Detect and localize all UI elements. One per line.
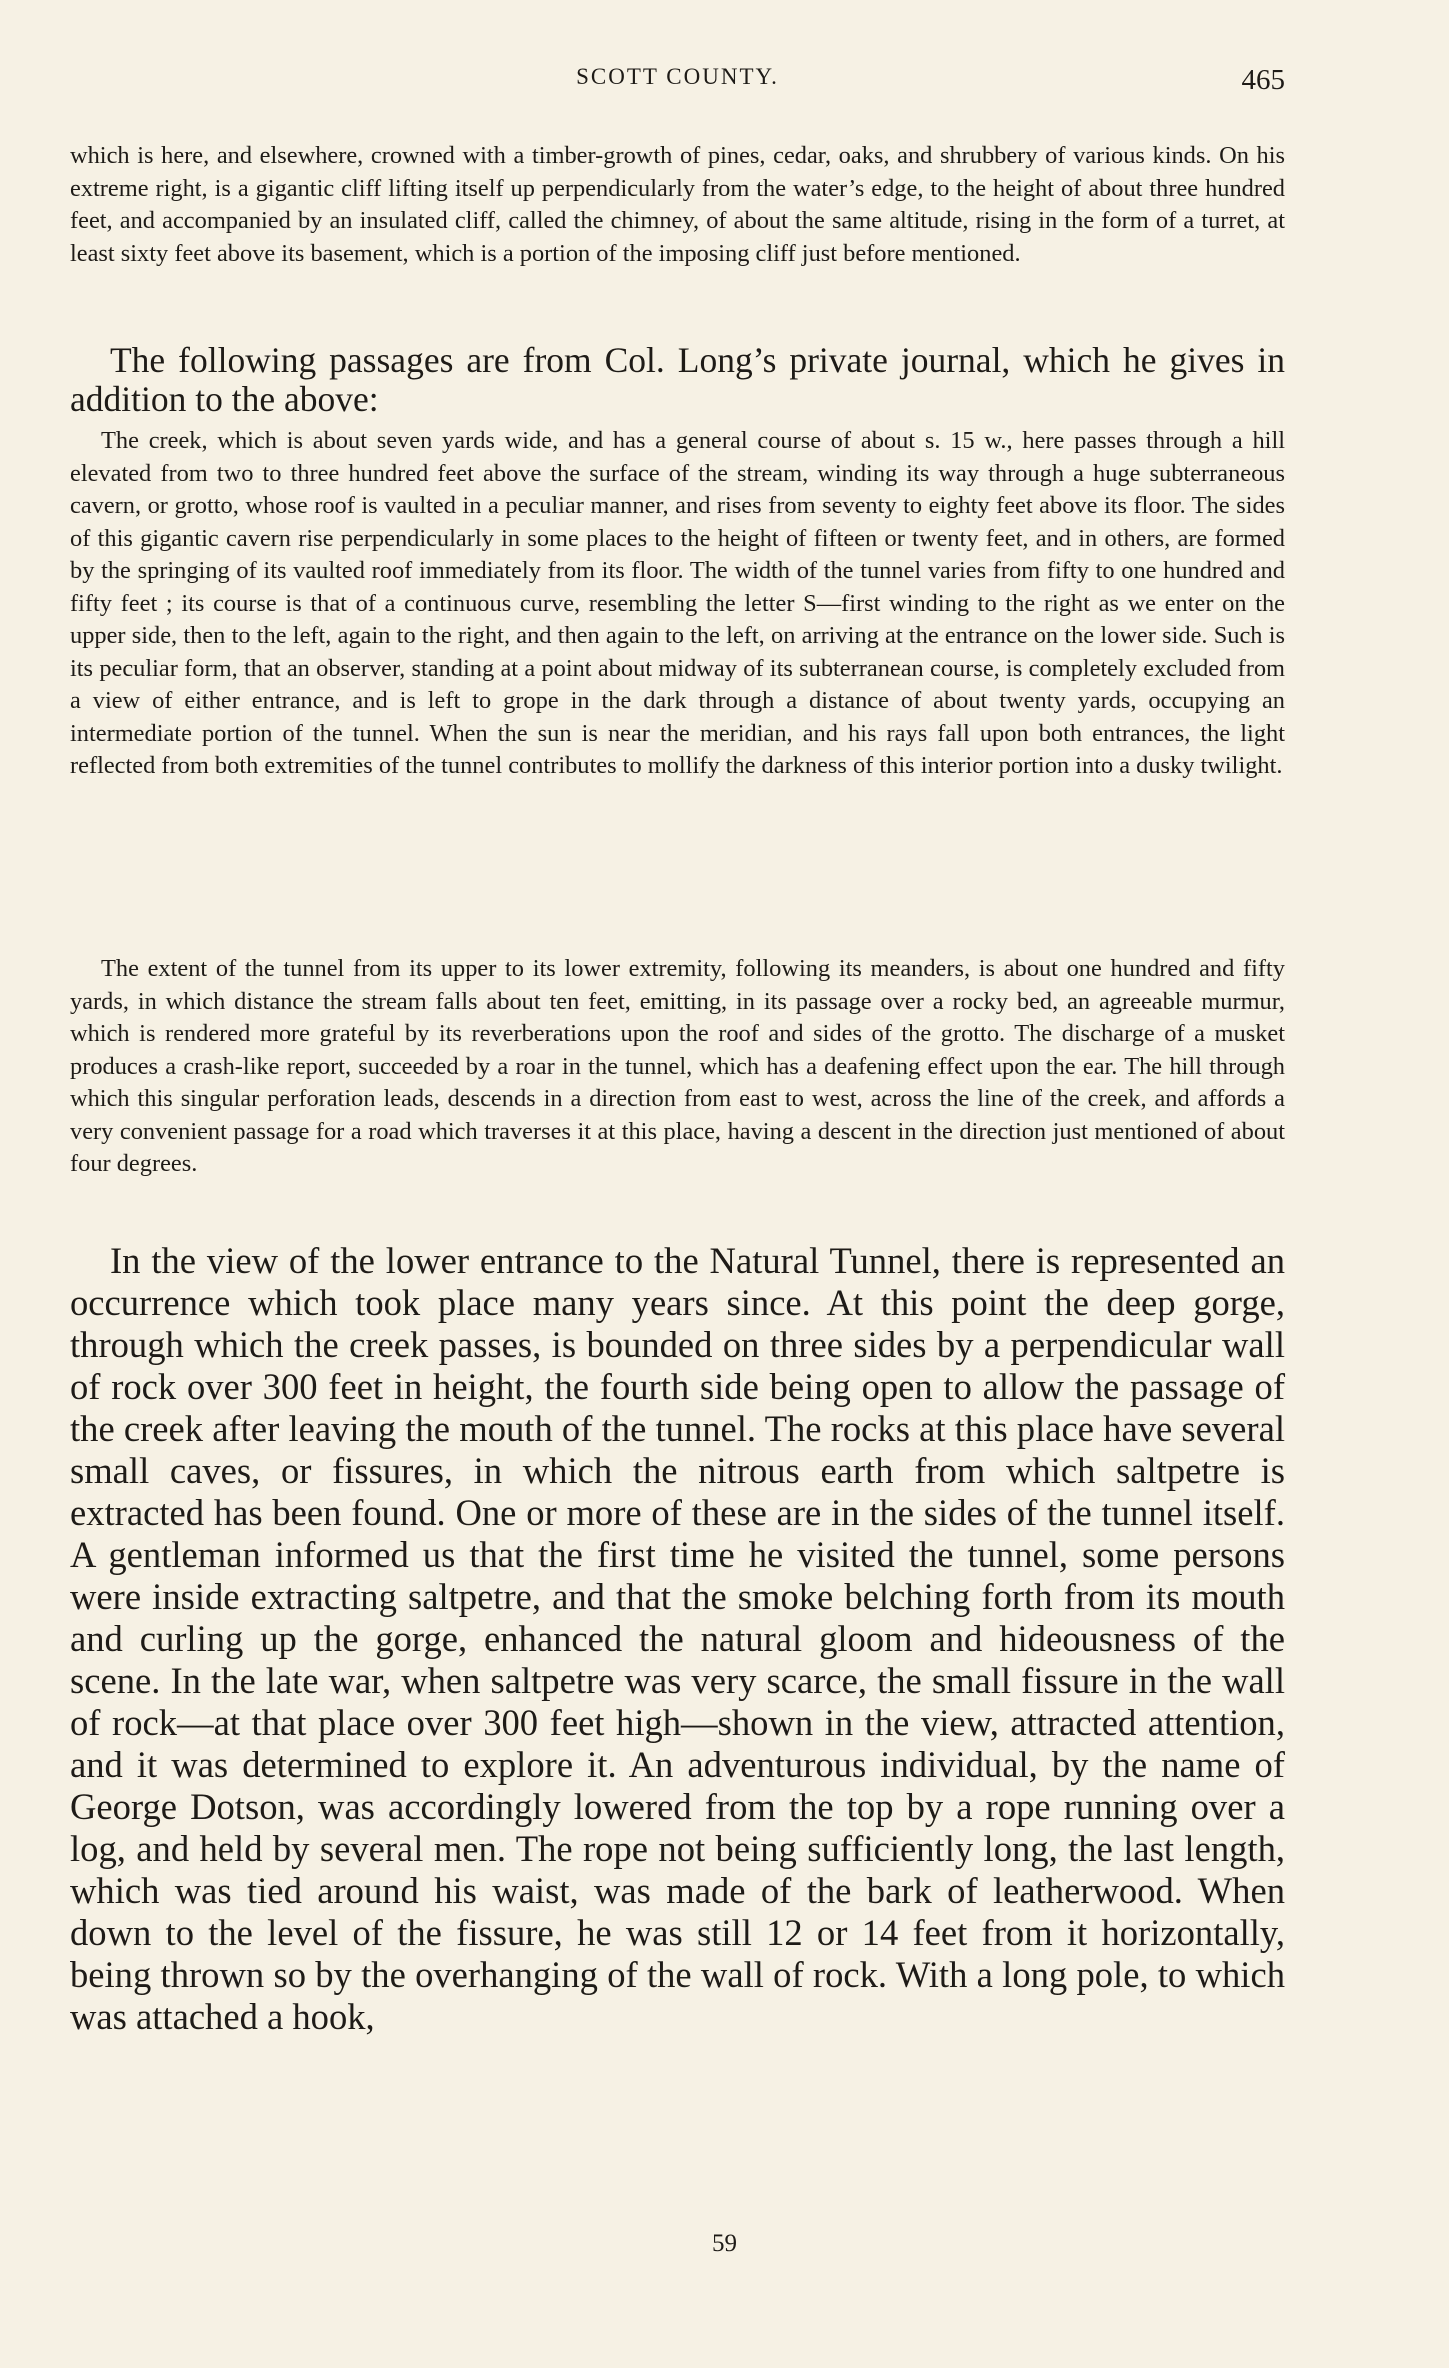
page-number: 465 <box>1241 64 1285 96</box>
paragraph-text: In the view of the lower entrance to the Natural Tunnel, there is represented an occurrence which took place many years since. At this point the deep gorge, through which the creek passes, is bounded on three sides by a perpendicular wall of rock over 300 feet in height, the fourth side being open to allow the passage of the creek after leaving the mouth of the tunnel. The rocks at this place have several small caves, or fissures, in which the nitrous earth from which saltpetre is extracted has been found. One or more of these are in the sides of the tunnel itself. A gentleman informed us that the first time he visited the tunnel, some persons were inside extracting saltpetre, and that the smoke belching forth from its mouth and curling up the gorge, enhanced the natural gloom and hideousness of the scene. In the late war, when saltpetre was very scarce, the small fissure in the wall of rock—at that place over 300 feet high—shown in the view, attracted attention, and it was determined to explore it. An adventurous individual, by the name of George Dotson, was accordingly lowered from the top by a rope running over a log, and held by several men. The rope not being sufficiently long, the last length, which was tied around his waist, was made of the bark of leatherwood. When down to the level of the fissure, he was still 12 or 14 feet from it horizontally, being thrown so by the overhanging of the wall of rock. With a long pole, to which was attached a hook, <box>70 1240 1285 2037</box>
paragraph-lower-entrance <box>70 1240 1285 2038</box>
quoted-journal-passage-2 <box>70 953 1285 1181</box>
paragraph-text: which is here, and elsewhere, crowned with a timber-growth of pines, cedar, oaks, and shrubbery of various kinds. On his extreme right, is a gigantic cliff lifting itself up perpendicularly from the water’s edge, to the height of about three hundred feet, and accompanied by an insulated cliff, called the chimney, of about the same altitude, rising in the form of a turret, at least sixty feet above its basement, which is a portion of the imposing cliff just before mentioned. <box>70 142 1285 267</box>
paragraph-text: The following passages are from Col. Long’s private journal, which he gives in addition to the above: <box>70 340 1285 419</box>
paragraph-text: The creek, which is about seven yards wide, and has a general course of about s. 15 w., here passes through a hill elevated from two to three hundred feet above the surface of the stream, winding its way through a huge subterraneous cavern, or grotto, whose roof is vaulted in a peculiar manner, and rises from seventy to eighty feet above its floor. The sides of this gigantic cavern rise perpendicularly in some places to the height of fifteen or twenty feet, and in others, are formed by the springing of its vaulted roof immediately from its floor. The width of the tunnel varies from fifty to one hundred and fifty feet ; its course is that of a continuous curve, resembling the letter S—first winding to the right as we enter on the upper side, then to the left, again to the right, and then again to the left, on arriving at the entrance on the lower side. Such is its peculiar form, that an observer, standing at a point about midway of its subterranean course, is completely excluded from a view of either entrance, and is left to grope in the dark through a distance of about twenty yards, occupying an intermediate portion of the tunnel. When the sun is near the meridian, and his rays fall upon both entrances, the light reflected from both extremities of the tunnel contributes to mollify the darkness of this interior portion into a dusky twilight. <box>70 427 1285 779</box>
running-head <box>70 64 1285 104</box>
paragraph-cliff-description <box>70 140 1285 270</box>
paragraph-journal-intro <box>70 341 1285 418</box>
quoted-journal-passage-1 <box>70 425 1285 783</box>
paragraph-text: The extent of the tunnel from its upper to its lower extremity, following its meanders, is about one hundred and fifty yards, in which distance the stream falls about ten feet, emitting, in its passage over a rocky bed, an agreeable murmur, which is rendered more grateful by its reverberations upon the roof and sides of the grotto. The discharge of a musket produces a crash-like report, succeeded by a roar in the tunnel, which has a deafening effect upon the ear. The hill through which this singular perforation leads, descends in a direction from east to west, across the line of the creek, and affords a very convenient passage for a road which traverses it at this place, having a descent in the direction just mentioned of about four degrees. <box>70 955 1285 1177</box>
running-title: SCOTT COUNTY. <box>576 64 779 89</box>
signature-mark: 59 <box>712 2230 737 2257</box>
